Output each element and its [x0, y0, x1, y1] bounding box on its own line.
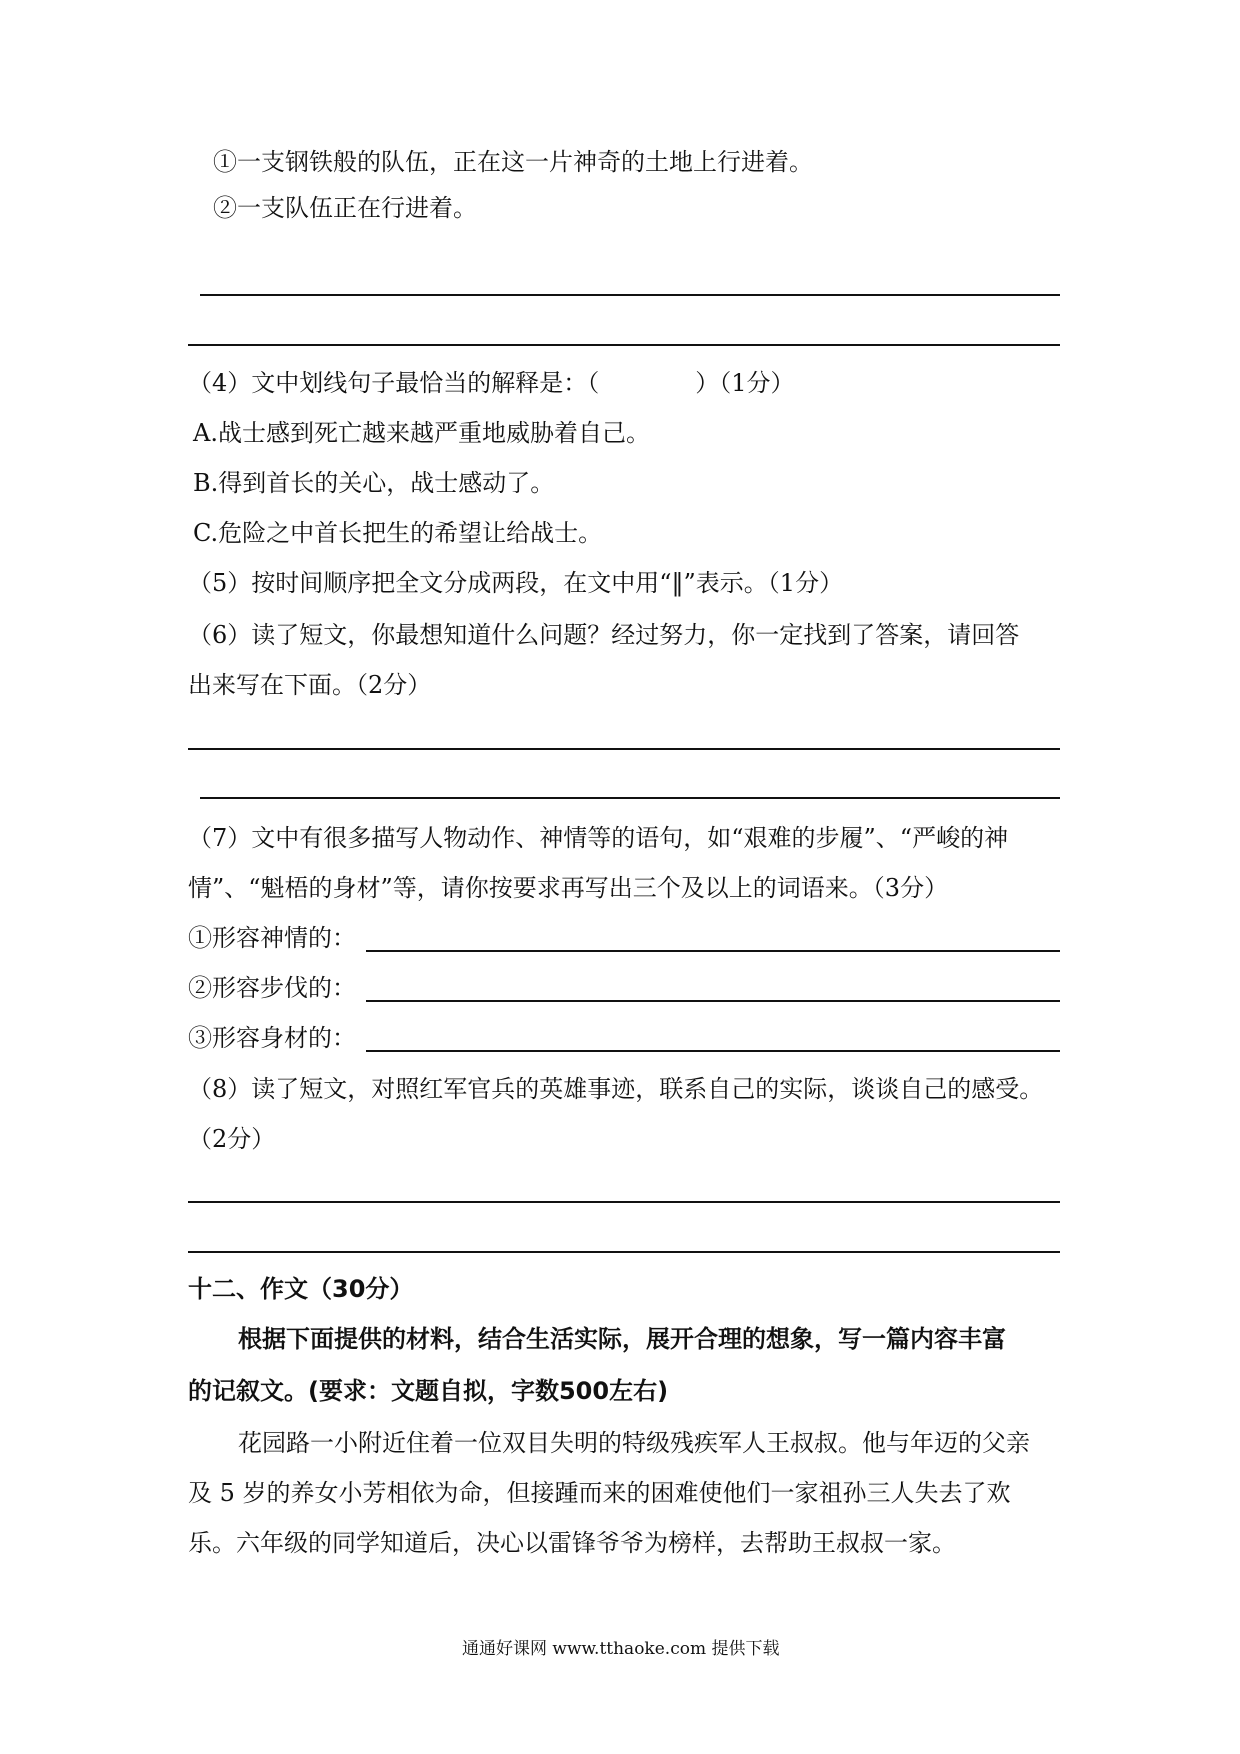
q3-sentence-1: ①一支钢铁般的队伍，正在这一片神奇的土地上行进着。	[213, 148, 813, 176]
answer-line[interactable]	[200, 797, 1060, 799]
q4-prompt: （4）文中划线句子最恰当的解释是：（ ）（1分）	[188, 369, 795, 397]
answer-line[interactable]	[366, 950, 1060, 952]
section-heading: 十二、作文（30分）	[188, 1275, 414, 1303]
q5-prompt: （5）按时间顺序把全文分成两段，在文中用“‖”表示。（1分）	[188, 569, 844, 597]
q3-sentence-2: ②一支队伍正在行进着。	[213, 194, 477, 222]
answer-line[interactable]	[188, 748, 1060, 750]
answer-line[interactable]	[188, 1251, 1060, 1253]
answer-line[interactable]	[188, 1201, 1060, 1203]
composition-requirement-line-1: 根据下面提供的材料，结合生活实际，展开合理的想象，写一篇内容丰富	[238, 1325, 1006, 1353]
q8-line-2: （2分）	[188, 1125, 276, 1153]
material-line-3: 乐。六年级的同学知道后，决心以雷锋爷爷为榜样，去帮助王叔叔一家。	[188, 1529, 956, 1557]
q4-option-b: B.得到首长的关心，战士感动了。	[193, 469, 555, 497]
q6-line-1: （6）读了短文，你最想知道什么问题？经过努力，你一定找到了答案，请回答	[188, 621, 1020, 649]
material-line-1: 花园路一小附近住着一位双目失明的特级残疾军人王叔叔。他与年迈的父亲	[238, 1429, 1030, 1457]
answer-line[interactable]	[188, 344, 1060, 346]
composition-requirement-line-2: 的记叙文。(要求：文题自拟，字数500左右)	[188, 1377, 669, 1405]
q4-option-a: A.战士感到死亡越来越严重地威胁着自己。	[193, 419, 650, 447]
q7-item-figure: ③形容身材的：	[188, 1024, 356, 1052]
q8-line-1: （8）读了短文，对照红军官兵的英雄事迹，联系自己的实际，谈谈自己的感受。	[188, 1075, 1044, 1103]
q7-line-2: 情”、“魁梧的身材”等，请你按要求再写出三个及以上的词语来。（3分）	[188, 874, 949, 902]
material-line-2: 及 5 岁的养女小芳相依为命，但接踵而来的困难使他们一家祖孙三人失去了欢	[188, 1479, 1011, 1507]
answer-line[interactable]	[366, 1000, 1060, 1002]
q6-line-2: 出来写在下面。（2分）	[188, 671, 432, 699]
q7-item-gait: ②形容步伐的：	[188, 974, 356, 1002]
answer-line[interactable]	[366, 1050, 1060, 1052]
q7-line-1: （7）文中有很多描写人物动作、神情等的语句，如“艰难的步履”、“严峻的神	[188, 824, 1009, 852]
footer-watermark: 通通好课网 www.tthaoke.com 提供下载	[462, 1639, 780, 1659]
q7-item-expression: ①形容神情的：	[188, 924, 356, 952]
answer-line[interactable]	[200, 294, 1060, 296]
q4-option-c: C.危险之中首长把生的希望让给战士。	[193, 519, 603, 547]
